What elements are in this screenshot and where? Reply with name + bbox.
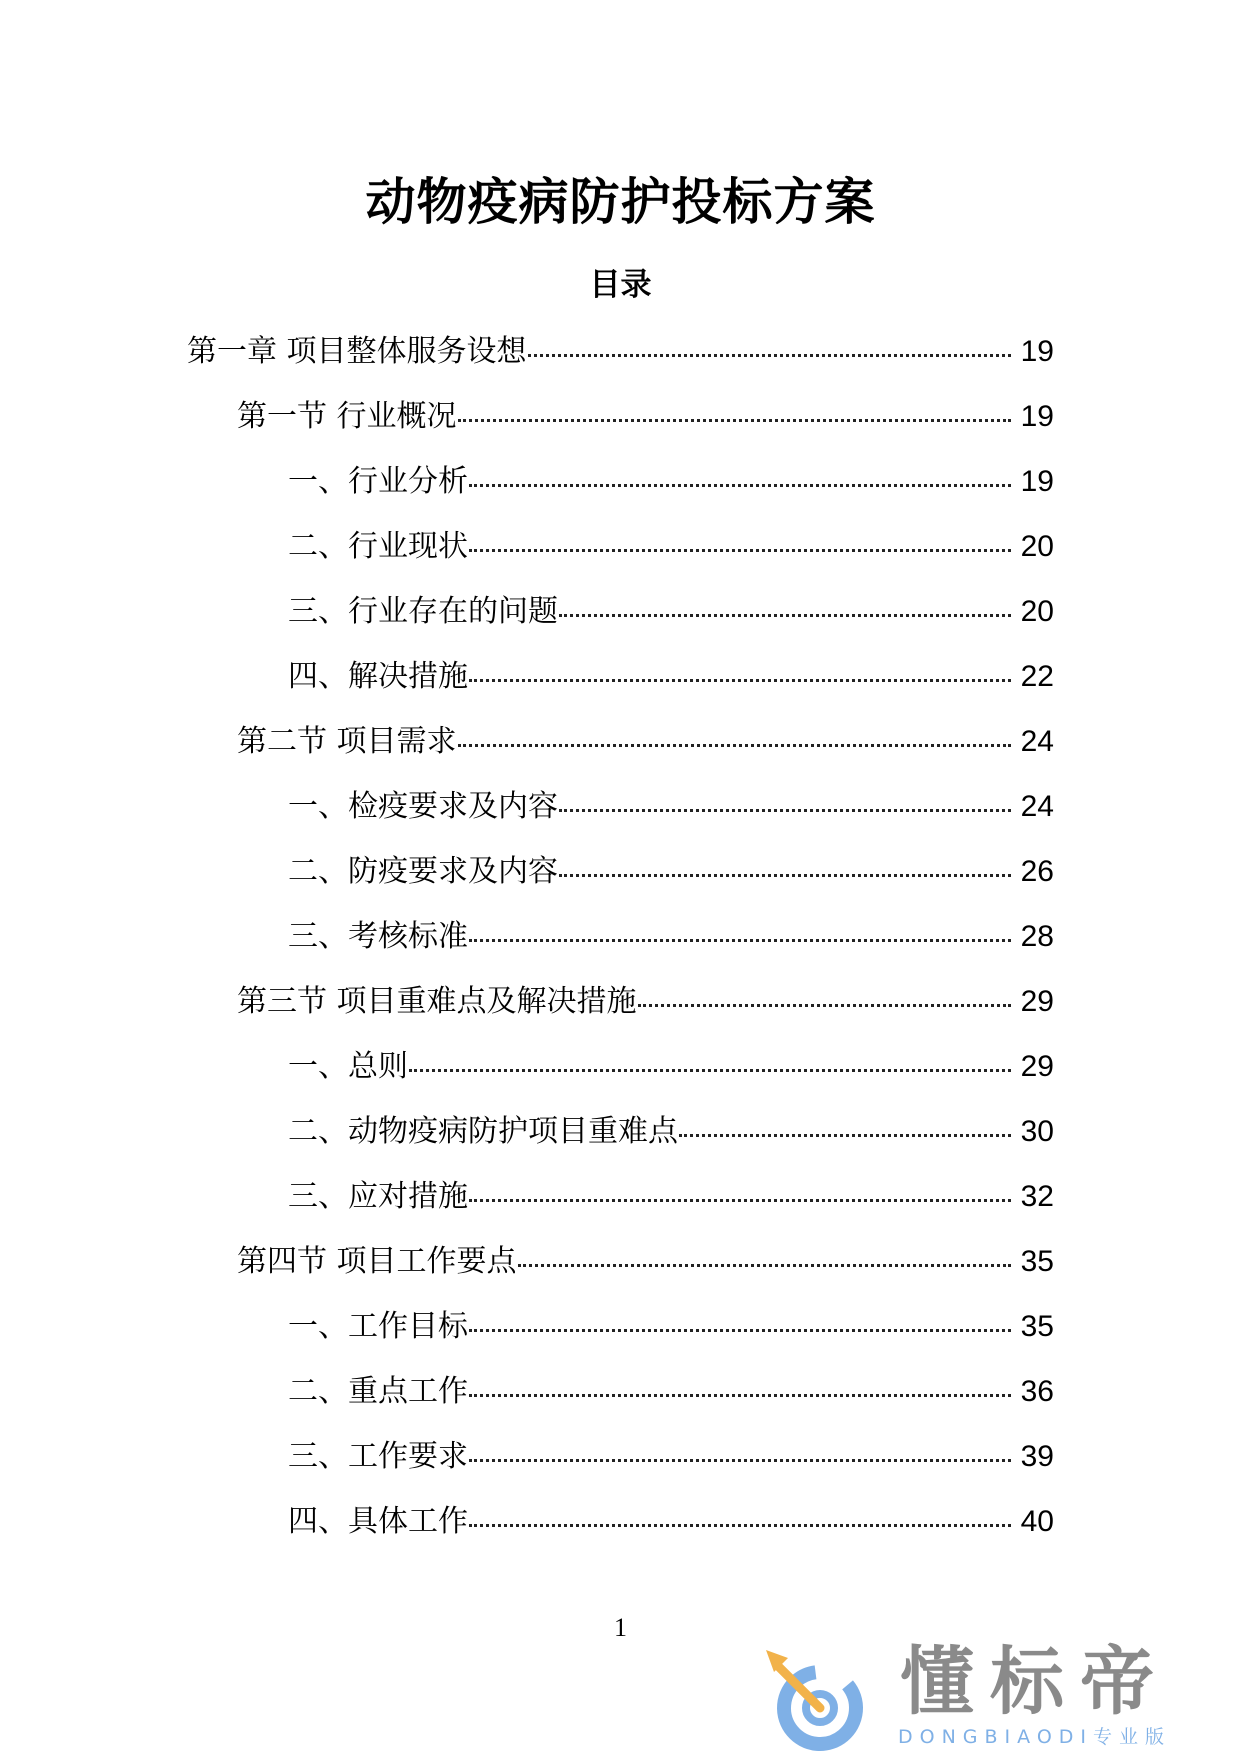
toc-entry-page: 19 bbox=[1020, 400, 1054, 433]
toc-entry-label: 二、行业现状 bbox=[288, 529, 468, 564]
toc-entry-page: 26 bbox=[1020, 855, 1054, 888]
toc-entry-page: 20 bbox=[1020, 595, 1054, 628]
toc-dot-leader bbox=[559, 614, 1011, 617]
toc-entry-page: 36 bbox=[1020, 1375, 1054, 1408]
toc-entry-label: 四、解决措施 bbox=[288, 659, 468, 694]
toc-dot-leader bbox=[469, 1524, 1011, 1527]
toc-entry[interactable] bbox=[0, 785, 1241, 850]
toc-entry[interactable] bbox=[0, 590, 1241, 655]
toc-entry-page: 20 bbox=[1020, 530, 1054, 563]
toc-entry[interactable] bbox=[0, 1370, 1241, 1435]
toc-entry[interactable] bbox=[0, 720, 1241, 785]
toc-entry-label: 四、具体工作 bbox=[288, 1504, 468, 1539]
toc-dot-leader bbox=[469, 679, 1011, 682]
toc-heading: 目录 bbox=[589, 267, 652, 303]
toc-dot-leader bbox=[469, 1199, 1011, 1202]
toc-entry-label: 二、防疫要求及内容 bbox=[288, 854, 558, 889]
toc-dot-leader bbox=[469, 1459, 1011, 1462]
toc-entry[interactable] bbox=[0, 980, 1241, 1045]
toc-entry[interactable] bbox=[0, 330, 1241, 395]
toc-entry-label: 二、动物疫病防护项目重难点 bbox=[288, 1114, 678, 1149]
toc-entry-page: 22 bbox=[1020, 660, 1054, 693]
toc-entry-page: 32 bbox=[1020, 1180, 1054, 1213]
toc-entry-page: 28 bbox=[1020, 920, 1054, 953]
toc-dot-leader bbox=[469, 484, 1011, 487]
toc-entry-label: 一、工作目标 bbox=[288, 1309, 468, 1344]
toc-dot-leader bbox=[638, 1004, 1011, 1007]
toc-entry-label: 一、行业分析 bbox=[288, 464, 468, 499]
toc-entry[interactable] bbox=[0, 1045, 1241, 1110]
watermark-brand: 懂标帝 bbox=[900, 1639, 1170, 1725]
toc-entry-label: 一、检疫要求及内容 bbox=[288, 789, 558, 824]
toc-entry[interactable] bbox=[0, 915, 1241, 980]
toc-entry-page: 40 bbox=[1020, 1505, 1054, 1538]
toc-entry-page: 19 bbox=[1020, 465, 1054, 498]
toc-entry[interactable] bbox=[0, 1240, 1241, 1305]
toc-entry-label: 第一章 项目整体服务设想 bbox=[187, 334, 527, 369]
toc-entry[interactable] bbox=[0, 1500, 1241, 1565]
toc-entry-page: 35 bbox=[1020, 1310, 1054, 1343]
toc-entry-label: 第四节 项目工作要点 bbox=[237, 1244, 517, 1279]
toc-entry-page: 19 bbox=[1020, 335, 1054, 368]
toc-entry-label: 第二节 项目需求 bbox=[237, 724, 457, 759]
toc-dot-leader bbox=[458, 419, 1011, 422]
toc-entry[interactable] bbox=[0, 1175, 1241, 1240]
toc-entry-label: 一、总则 bbox=[288, 1049, 408, 1084]
toc-entry[interactable] bbox=[0, 525, 1241, 590]
toc-entry[interactable] bbox=[0, 850, 1241, 915]
toc-dot-leader bbox=[458, 744, 1011, 747]
page-number: 1 bbox=[614, 1613, 627, 1642]
toc-entry-label: 三、考核标准 bbox=[288, 919, 468, 954]
toc-dot-leader bbox=[518, 1264, 1011, 1267]
toc-dot-leader bbox=[559, 874, 1011, 877]
toc-dot-leader bbox=[679, 1134, 1011, 1137]
toc-dot-leader bbox=[528, 354, 1011, 357]
toc-entry-page: 29 bbox=[1020, 1050, 1054, 1083]
toc-dot-leader bbox=[469, 1329, 1011, 1332]
toc-entry-label: 第三节 项目重难点及解决措施 bbox=[237, 984, 637, 1019]
toc-entry[interactable] bbox=[0, 460, 1241, 525]
toc-entry[interactable] bbox=[0, 395, 1241, 460]
toc-entry-label: 二、重点工作 bbox=[288, 1374, 468, 1409]
toc-entry-page: 35 bbox=[1020, 1245, 1054, 1278]
toc-dot-leader bbox=[409, 1069, 1011, 1072]
toc-entry[interactable] bbox=[0, 1435, 1241, 1500]
toc-entry-page: 29 bbox=[1020, 985, 1054, 1018]
toc-entry-label: 三、工作要求 bbox=[288, 1439, 468, 1474]
toc-entry-page: 39 bbox=[1020, 1440, 1054, 1473]
toc-dot-leader bbox=[559, 809, 1011, 812]
toc-entry-page: 30 bbox=[1020, 1115, 1054, 1148]
toc-dot-leader bbox=[469, 549, 1011, 552]
toc-dot-leader bbox=[469, 939, 1011, 942]
toc-entry-label: 三、应对措施 bbox=[288, 1179, 468, 1214]
watermark bbox=[748, 1640, 1241, 1754]
table-of-contents bbox=[0, 330, 1241, 1565]
toc-entry-page: 24 bbox=[1020, 790, 1054, 823]
toc-entry[interactable] bbox=[0, 1110, 1241, 1175]
toc-entry-label: 第一节 行业概况 bbox=[237, 399, 457, 434]
toc-entry[interactable] bbox=[0, 655, 1241, 720]
watermark-subtitle: DONGBIAODI专业版 bbox=[898, 1726, 1172, 1748]
toc-entry-label: 三、行业存在的问题 bbox=[288, 594, 558, 629]
target-arrow-icon bbox=[748, 1640, 898, 1754]
toc-dot-leader bbox=[469, 1394, 1011, 1397]
document-title: 动物疫病防护投标方案 bbox=[365, 173, 876, 231]
toc-entry[interactable] bbox=[0, 1305, 1241, 1370]
toc-entry-page: 24 bbox=[1020, 725, 1054, 758]
